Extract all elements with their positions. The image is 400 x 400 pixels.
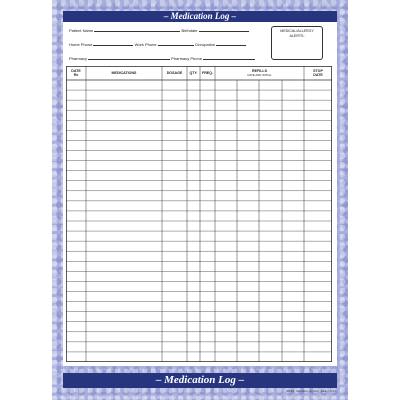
table-row[interactable]	[66, 281, 332, 291]
table-row[interactable]	[66, 332, 332, 342]
work-phone-label: Work Phone	[134, 42, 157, 47]
table-row[interactable]	[66, 322, 332, 332]
footer-title: – Medication Log –	[155, 374, 245, 386]
phone-line	[69, 40, 265, 49]
occupation-field[interactable]	[216, 40, 246, 46]
table-row[interactable]	[66, 271, 332, 281]
table-row[interactable]	[66, 251, 332, 261]
table-row[interactable]	[66, 151, 332, 161]
table-row[interactable]	[66, 191, 332, 201]
table-row[interactable]	[66, 221, 332, 231]
allergy-label-line1: MEDICAL/ALLERGY	[280, 29, 314, 33]
table-row[interactable]	[66, 120, 332, 130]
pharmacy-label: Pharmacy	[69, 56, 88, 61]
header-date-label: DATE	[71, 68, 81, 73]
table-row[interactable]	[66, 90, 332, 100]
pharmacy-field[interactable]	[88, 54, 170, 60]
medication-log-sheet	[52, 0, 348, 400]
form-footer-bar	[63, 373, 337, 388]
table-row[interactable]	[66, 161, 332, 171]
table-row[interactable]	[66, 352, 332, 362]
form-title: – Medication Log –	[163, 11, 237, 21]
header-refills-label: REFILLS	[252, 68, 267, 73]
occupation-label: Occupation	[194, 42, 216, 47]
pharmacy-line	[69, 54, 265, 63]
table-row[interactable]	[66, 110, 332, 120]
medication-log-table	[66, 66, 332, 362]
table-row[interactable]	[66, 181, 332, 191]
pharmacy-phone-label: Pharmacy Phone	[171, 56, 202, 61]
header-medications-label: MEDICATIONS	[111, 70, 137, 75]
table-row[interactable]	[66, 292, 332, 302]
home-phone-label: Home Phone	[69, 42, 93, 47]
patient-name-field[interactable]	[94, 26, 180, 32]
table-row[interactable]	[66, 171, 332, 181]
header-dosage-label: DOSAGE	[166, 70, 183, 75]
table-row[interactable]	[66, 302, 332, 312]
header-qty	[187, 66, 200, 80]
birthdate-label: Birthdate	[181, 28, 198, 33]
form-panel	[63, 22, 337, 366]
header-medications	[86, 66, 162, 80]
home-phone-field[interactable]	[93, 40, 133, 46]
header-stop-label: STOP	[313, 68, 323, 73]
header-refills-sub-label: DATE AND INITIAL	[247, 73, 272, 77]
header-rx-label: Rx	[73, 73, 79, 77]
patient-info-section	[69, 26, 265, 66]
header-date-rx	[66, 66, 86, 80]
pharmacy-phone-field[interactable]	[203, 54, 255, 60]
work-phone-field[interactable]	[158, 40, 194, 46]
medical-allergy-alerts-box[interactable]	[271, 26, 323, 60]
header-freq-label: FREQ.	[202, 70, 213, 75]
table-row[interactable]	[66, 100, 332, 110]
header-refills	[215, 66, 304, 80]
table-row[interactable]	[66, 130, 332, 140]
header-stop-date	[304, 66, 332, 80]
table-row[interactable]	[66, 231, 332, 241]
birthdate-field[interactable]	[199, 26, 249, 32]
patient-name-label: Patient Name	[69, 28, 94, 33]
form-fine-print: #00000 · Medication Log Form · Made in U.S.A.	[286, 390, 337, 393]
header-freq	[200, 66, 215, 80]
table-row[interactable]	[66, 80, 332, 90]
form-title-bar	[63, 11, 337, 22]
table-row[interactable]	[66, 342, 332, 352]
table-grid	[66, 66, 332, 362]
header-dosage	[162, 66, 187, 80]
table-row[interactable]	[66, 140, 332, 150]
table-row[interactable]	[66, 241, 332, 251]
table-row[interactable]	[66, 261, 332, 271]
table-row[interactable]	[66, 312, 332, 322]
header-qty-label: QTY.	[189, 70, 198, 75]
allergy-label-line2: ALERTS:	[289, 34, 305, 38]
header-stop-date-label: DATE	[313, 73, 323, 77]
patient-name-line	[69, 26, 265, 35]
table-row[interactable]	[66, 211, 332, 221]
table-row[interactable]	[66, 201, 332, 211]
